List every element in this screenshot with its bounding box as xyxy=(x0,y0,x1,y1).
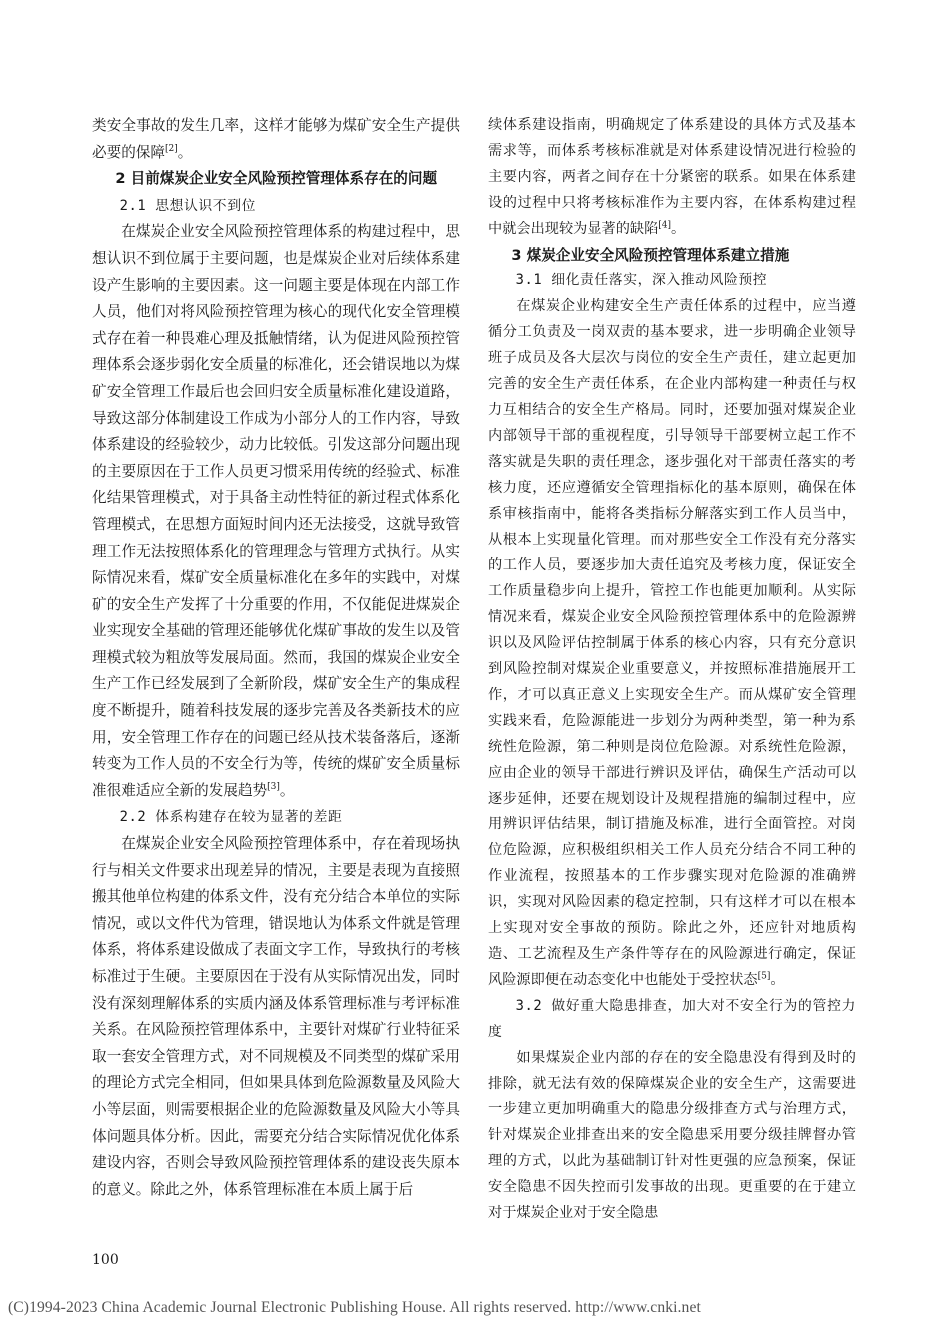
subsection-2-1-heading: 2.1 思想认识不到位 xyxy=(119,197,256,214)
citation-3: [3] xyxy=(267,781,280,792)
left-column xyxy=(92,113,460,1203)
paragraph-end: 。 xyxy=(770,971,785,988)
subsection-2-2-heading: 2.2 体系构建存在较为显著的差距 xyxy=(119,809,343,826)
section-2-heading: 2 目前煤炭企业安全风险预控管理体系存在的问题 xyxy=(115,170,438,188)
paragraph-2-1 xyxy=(92,219,460,804)
paragraph-3-2: 如果煤炭企业内部的存在的安全隐患没有得到及时的排除，就无法有效的保障煤炭企业的安全生产，这需要进一步建立更加明确重大的隐患分级排查方式与治理方式，针对煤炭企业排查出来的安全隐患采用要分级挂牌督办管理的方式，以此为基础制订针对性更强的应急预案，保证安全隐患不因失控而引发事故的出现。更重要的在于建立对于煤炭企业对于安全隐患 xyxy=(488,1049,856,1222)
citation-2: [2] xyxy=(164,143,178,154)
paragraph-2-2-part2 xyxy=(488,113,856,243)
paragraph-end: 。 xyxy=(177,143,193,161)
copyright-footer: (C)1994-2023 China Academic Journal Electronic Publishing House. All rights reserved. http://www.cnki.net xyxy=(8,1299,701,1316)
citation-5: [5] xyxy=(757,971,771,982)
paragraph-text: 在煤炭企业构建安全生产责任体系的过程中，应当遵循分工负责及一岗双责的基本要求，进一步明确企业领导班子成员及各大层次与岗位的安全生产责任，建立起更加完善的安全生产责任体系，在企业内部构建一种责任与权力互相结合的安全生产格局。同时，还要加强对煤炭企业内部领导干部的重视程度，引导领导干部要树立起工作不落实就是失职的责任理念，逐步强化对干部责任落实的考核力度，还应遵循安全管理指标化的基本原则，确保在体系审核指南中，能将各类指标分解落实到工作人员当中，从根本上实现量化管理。而对那些安全工作没有充分落实的工作人员，要逐步加大责任追究及考核力度，保证安全工作质量稳步向上提升，管控工作也能更加顺利。从实际情况来看，煤炭企业安全风险预控管理体系中的危险源辨识以及风险评估控制属于体系的核心内容，只有充分意识到风险控制对煤炭企业重要意义，并按照标准措施展开工作，才可以真正意义上实现安全生产。而从煤矿安全管理实践来看，危险源能进一步划分为两种类型，第一种为系统性危险源，第二种则是岗位危险源。对系统性危险源，应由企业的领导干部进行辨识及评估，确保生产活动可以逐步延伸，还要在规划设计及规程措施的编制过程中，应用辨识评估结果，制订措施及标准，进行全面管控。对岗位危险源，应积极组织相关工作人员充分结合不同工种的作业流程，按照基本的工作步骤实现对危险源的准确辨识，实现对风险因素的稳定控制，只有这样才可以在根本上实现对安全事故的预防。除此之外，还应针对地质构造、工艺流程及生产条件等存在的风险源进行确定，保证风险源即便在动态变化中也能处于受控状态 xyxy=(488,298,856,988)
right-column xyxy=(488,113,856,1227)
paragraph-text: 类安全事故的发生几率，这样才能够为煤矿安全生产提供必要的保障 xyxy=(92,117,460,161)
paragraph-2-2-part1: 在煤炭企业安全风险预控管理体系中，存在着现场执行与相关文件要求出现差异的情况，主要是表现为直接照搬其他单位构建的体系文件，没有充分结合本单位的实际情况，或以文件代为管理，错误地认为体系文件就是管理体系，将体系建设做成了表面文字工作，导致执行的考核标准过于生硬。主要原因在于没有从实际情况出发，同时没有深刻理解体系的实质内涵及体系管理标准与考评标准关系。在风险预控管理体系中，主要针对煤矿行业特征采取一套安全管理方式，对不同规模及不同类型的煤矿采用的理论方式完全相同，但如果具体到危险源数量及风险大小等层面，则需要根据企业的危险源数量及风险大小等具体问题具体分析。因此，需要充分结合实际情况优化体系建设内容，否则会导致风险预控管理体系的建设丧失原本的意义。除此之外，体系管理标准在本质上属于后 xyxy=(92,835,460,1198)
paragraph-text: 在煤炭企业安全风险预控管理体系的构建过程中，思想认识不到位属于主要问题，也是煤炭企业对后续体系建设产生影响的主要因素。这一问题主要是体现在内部工作人员，他们对将风险预控管理为核心的现代化安全管理模式存在着一种畏难心理及抵触情绪，认为促进风险预控管理体系会逐步弱化安全质量的标准化，还会错误地以为煤矿安全管理工作最后也会回归安全质量标准化建设道路，导致这部分体制建设工作成为小部分人的工作内容，导致体系建设的经验较少，动力比较低。引发这部分问题出现的主要原因在于工作人员更习惯采用传统的经验式、标准化结果管理模式，对于具备主动性特征的新过程式体系化管理模式，在思想方面短时间内还无法接受，这就导致管理工作无法按照体系化的管理理念与管理方式执行。从实际情况来看，煤矿安全质量标准化在多年的实践中，对煤矿的安全生产发挥了十分重要的作用，不仅能促进煤炭企业实现安全基础的管理还能够优化煤矿事故的发生以及管理模式较为粗放等发展局面。然而，我国的煤炭企业安全生产工作已经发展到了全新阶段，煤矿安全生产的集成程度不断提升，随着科技发展的逐步完善及各类新技术的应用，安全管理工作存在的问题已经从技术装备落后，逐渐转变为工作人员的不安全行为等，传统的煤矿安全质量标准很难适应全新的发展趋势 xyxy=(92,223,460,799)
citation-4: [4] xyxy=(658,219,672,230)
page-number: 100 xyxy=(92,1252,119,1268)
paragraph-intro-continued xyxy=(92,113,460,166)
subsection-3-2-heading: 3.2 做好重大隐患排查，加大对不安全行为的管控力度 xyxy=(488,997,856,1040)
paragraph-end: 。 xyxy=(279,781,295,799)
paragraph-3-1 xyxy=(488,294,856,993)
paragraph-end: 。 xyxy=(671,220,686,237)
section-3-heading: 3 煤炭企业安全风险预控管理体系建立措施 xyxy=(511,246,790,264)
subsection-3-1-heading: 3.1 细化责任落实，深入推动风险预控 xyxy=(515,272,768,289)
paragraph-text: 续体系建设指南，明确规定了体系建设的具体方式及基本需求等，而体系考核标准就是对体系建设情况进行检验的主要内容，两者之间存在十分紧密的联系。如果在体系建设的过程中只将考核标准作为主要内容，在体系构建过程中就会出现较为显著的缺陷 xyxy=(488,117,856,237)
